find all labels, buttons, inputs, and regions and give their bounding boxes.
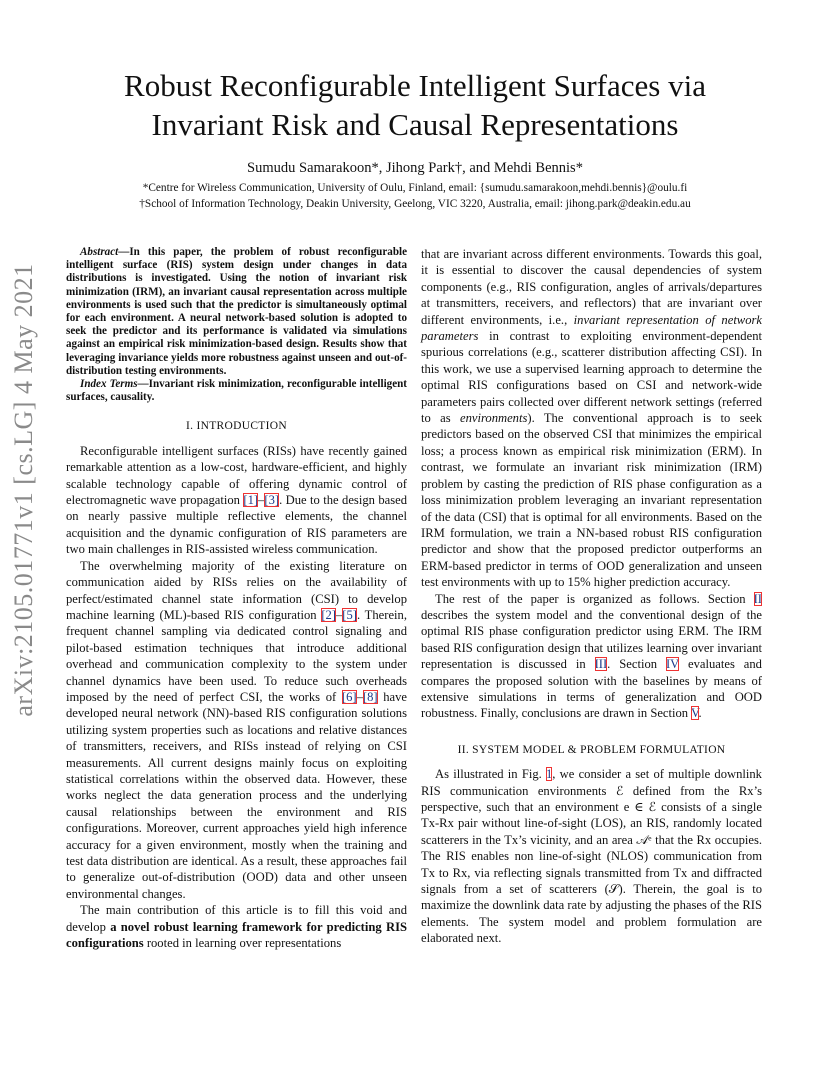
citation-link[interactable]: [2]: [321, 607, 336, 622]
arxiv-sidebar: [2, 263, 46, 717]
right-column: [421, 246, 762, 947]
affiliation-2: †School of Information Technology, Deakin University, Geelong, VIC 3220, Australia, email: jihong.park@deakin.edu.au: [139, 198, 691, 210]
abstract-text: —In this paper, the problem of robust reconfigurable intelligent surface (RIS) system design under changes in data distributions is investigated. Using the notion of invariant risk minimization (IRM), an invariant causal representation across multiple environments is used such that the predictor is simultaneously optimal for each environment. A neural network-based solution is adopted to seek the predictor and its performance is validated via simulations against an empirical risk minimization-based design. Results show that leveraging invariance yields more robustness against unseen and out-of-distribution testing environments.: [66, 246, 407, 377]
intro-paragraph-4: The rest of the paper is organized as follows. Section II describes the system model and the conventional design of the optimal RIS phase configuration predictor using ERM. The IRM based RIS configuration design that utilizes learning over invariant representation is discussed in III. Section IV evaluates and compares the proposed solution with the baselines by means of extensive simulations in terms of generalization and OOD robustness. Finally, conclusions are drawn in Section V.: [421, 591, 762, 721]
intro-paragraph-1: Reconfigurable intelligent surfaces (RISs) have recently gained remarkable attention as a low-cost, hardware-efficient, and highly scalable technology capable of offering dynamic control of electromagnetic wave propagation [1]–[3]. Due to the design based on nearly passive multiple reflective elements, the channel acquisition and the dynamic configuration of RIS parameters are two main challenges in RIS-assisted wireless communication.: [66, 443, 407, 557]
arxiv-id: arXiv:2105.01771v1 [cs.LG] 4 May 2021: [9, 263, 38, 717]
system-model-paragraph: As illustrated in Fig. 1, we consider a set of multiple downlink RIS communication environments ℰ defined from the Rx’s perspective, such that an environment e ∈ ℰ consists of a single Tx-Rx pair without line-of-sight (LOS), an RIS, randomly located scatterers in the Tx’s vicinity, and an area 𝒜ᵉ that the Rx occupies. The RIS enables non line-of-sight (NLOS) communication from Tx to Rx, via reflecting signals transmitted from Tx and diffracted signals from a set of scatterers (𝒮). Therein, the goal is to maximize the downlink data rate by adjusting the phases of the RIS elements. The system model and problem formulation are elaborated next.: [421, 767, 762, 946]
index-terms-text: —Invariant risk minimization, reconfigurable intelligent surfaces, causality.: [66, 378, 407, 404]
section-heading-system-model: II. SYSTEM MODEL & PROBLEM FORMULATION: [457, 743, 726, 756]
citation-link[interactable]: [3]: [264, 493, 280, 508]
section-link[interactable]: II: [753, 591, 762, 606]
intro-paragraph-3: The main contribution of this article is to fill this void and develop a novel robust learning framework for predicting RIS configurations rooted in learning over representations: [66, 903, 407, 951]
section-heading-introduction: I. INTRODUCTION: [186, 420, 287, 433]
index-terms-label: Index Terms: [80, 378, 138, 391]
citation-link[interactable]: [1]: [243, 493, 259, 508]
index-terms: [66, 378, 407, 404]
abstract: [66, 246, 407, 378]
paper-title: Robust Reconfigurable Intelligent Surfaces via Invariant Risk and Causal Representations: [124, 68, 706, 142]
citation-link[interactable]: [5]: [342, 607, 357, 622]
left-column: [66, 246, 407, 951]
citation-link[interactable]: [8]: [362, 689, 378, 704]
intro-paragraph-2: The overwhelming majority of the existing literature on communication aided by RISs relies on the availability of perfect/estimated channel state information (CSI) to develop machine learning (ML)-based RIS configuration [2]–[5]. Therein, frequent channel sampling via dedicated control signaling and pilot-based estimation techniques that introduce additional overhead and communication complexity to the system under channel dynamics have been used. To reduce such overheads imposed by the need of perfect CSI, the works of [6]–[8] have developed neural network (NN)-based RIS configuration solutions utilizing system properties such as locations and relative distances of transmitters, receivers, and RISs instead of relying on CSI measurements. All current designs mainly focus on exploiting statistical correlations within the observed data. However, these works neglect the data generation process and the underlying causal relationships between the environment and RIS configurations. Moreover, current approaches yield high inference accuracy for a given environment, mostly when the training and test data distribution are identical. As a result, these approaches fail to generalize out-of-distribution (OOD) data and other unseen environmental changes.: [66, 558, 407, 901]
citation-link[interactable]: [6]: [341, 689, 357, 704]
section-link[interactable]: IV: [665, 657, 680, 672]
affiliation-1: *Centre for Wireless Communication, University of Oulu, Finland, email: {sumudu.samarakoon,mehdi.bennis}@oulu.fi: [142, 182, 688, 194]
abstract-label: Abstract: [80, 246, 119, 258]
section-link[interactable]: V: [691, 706, 699, 721]
intro-paragraph-3-cont: that are invariant across different environments. Towards this goal, it is essential to discover the causal dependencies of system components (e.g., RIS configuration, angles of arrivals/departures at transmitters, receivers, and reflectors) that are invariant over different environments, i.e., invariant representation of network parameters in contrast to exploiting environment-dependent spurious correlations (e.g., scatterer distribution affecting CSI). In this work, we use a supervised learning approach to determine the optimal RIS configurations based on CSI and network-wide parameters pairs collected over different network settings (referred to as environments). The conventional approach is to seek predictors based on the observed CSI that minimizes the empirical loss; a process known as empirical risk minimization (ERM). In contrast, we formulate an invariant risk minimization (IRM) problem by casting the prediction of RIS phase configuration as a loss minimization problem leveraging an invariant representation of the data (CSI) that is optimal for all environments. Based on the IRM formulation, we train a NN-based robust RIS configuration predictor and show that the proposed predictor outperforms an ERM-based predictor in terms of OOD generalization and unseen test environments with up to 15% higher prediction accuracy.: [421, 247, 762, 590]
author-list: Sumudu Samarakoon*, Jihong Park†, and Mehdi Bennis*: [247, 160, 583, 176]
figure-link[interactable]: 1: [546, 767, 553, 782]
section-link[interactable]: III: [594, 657, 608, 672]
